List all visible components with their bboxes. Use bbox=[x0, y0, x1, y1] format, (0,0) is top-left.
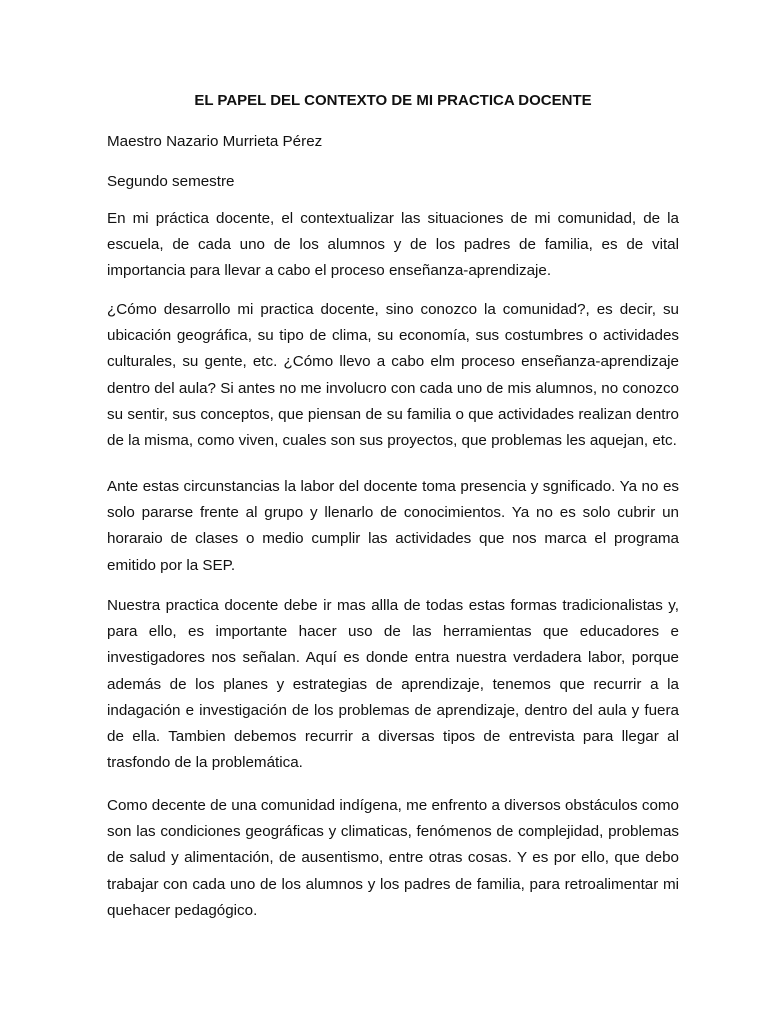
paragraph-2: ¿Cómo desarrollo mi practica docente, sino conozco la comunidad?, es decir, su ubicación geográfica, su tipo de clima, su economía, sus costumbres o actividades culturales, su gente, etc. ¿Cómo llevo a cabo elm proceso enseñanza-aprendizaje dentro del aula? Si antes no me involucro con cada uno de mis alumnos, no conozco su sentir, sus conceptos, que piensan de su familia o que actividades realizan dentro de la misma, como viven, cuales son sus proyectos, que problemas les aquejan, etc. bbox=[107, 301, 679, 450]
paragraph-5: Como decente de una comunidad indígena, me enfrento a diversos obstáculos como son las condiciones geográficas y climaticas, fenómenos de complejidad, problemas de salud y alimentación, de ausentismo, entre otras cosas. Y es por ello, que debo trabajar con cada uno de los alumnos y los padres de familia, para retroalimentar mi quehacer pedagógico. bbox=[107, 797, 679, 919]
paragraph-1: En mi práctica docente, el contextualizar las situaciones de mi comunidad, de la escuela, de cada uno de los alumnos y de los padres de familia, es de vital importancia para llevar a cabo el proceso enseñanza-aprendizaje. bbox=[107, 210, 679, 280]
paragraph-4: Nuestra practica docente debe ir mas allla de todas estas formas tradicionalistas y, para ello, es importante hacer uso de las herramientas que educadores e investigadores nos señalan. Aquí es donde entra nuestra verdadera labor, porque además de los planes y estrategias de aprendizaje, tenemos que recurrir a la indagación e investigación de los problemas de aprendizaje, dentro del aula y fuera de ella. Tambien debemos recurrir a diversas tipos de entrevista para llegar al trasfondo de la problemática. bbox=[107, 597, 679, 772]
document-title: EL PAPEL DEL CONTEXTO DE MI PRACTICA DOCENTE bbox=[194, 92, 592, 109]
semester-line: Segundo semestre bbox=[107, 173, 235, 190]
author-line: Maestro Nazario Murrieta Pérez bbox=[107, 133, 323, 150]
paragraph-3: Ante estas circunstancias la labor del docente toma presencia y sgnificado. Ya no es solo pararse frente al grupo y llenarlo de conocimientos. Ya no es solo cubrir un horaraio de clases o medio cumplir las actividades que nos marca el programa emitido por la SEP. bbox=[107, 478, 679, 574]
